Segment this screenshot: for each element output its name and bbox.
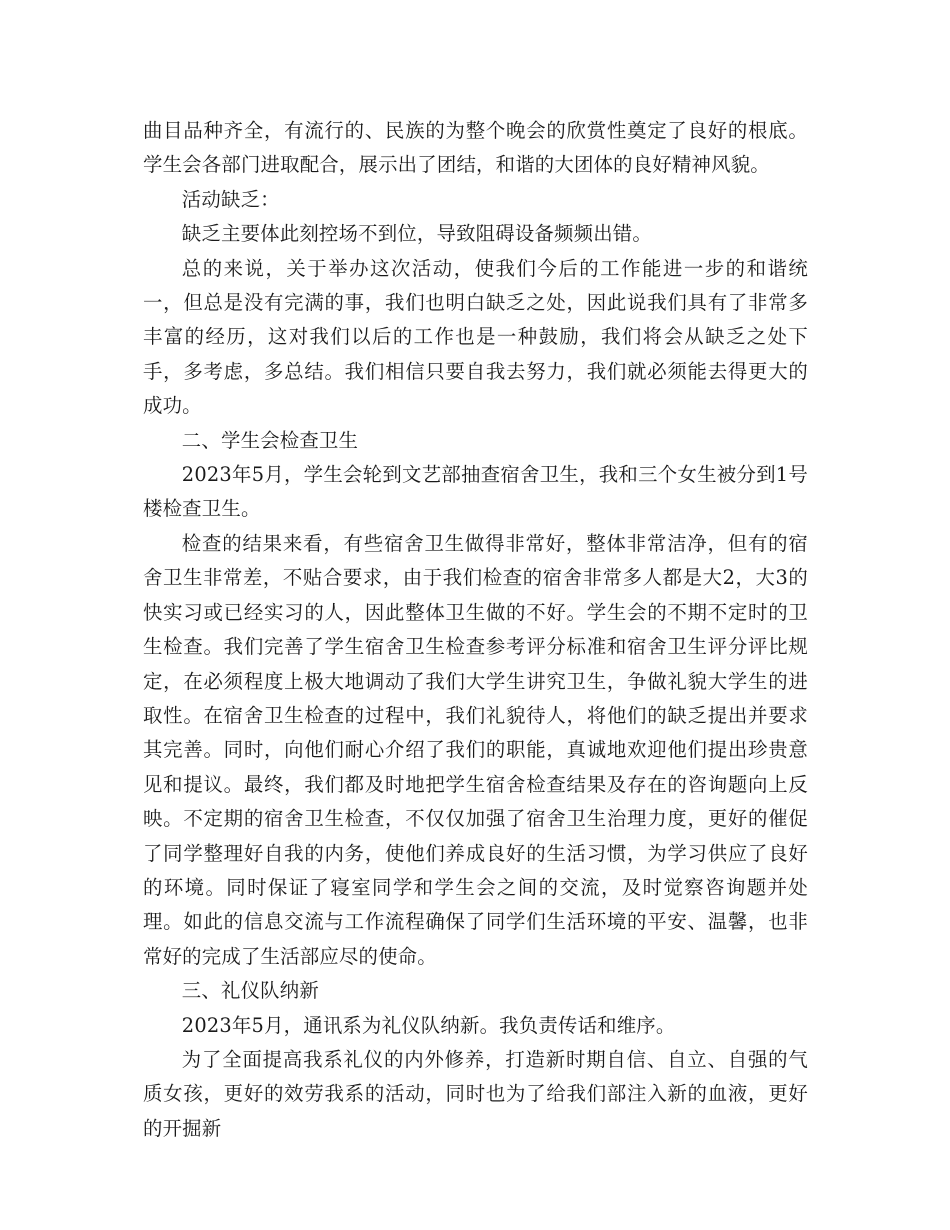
paragraph-summary: 总的来说，关于举办这次活动，使我们今后的工作能进一步的和谐统一，但总是没有完满的事，我们也明白缺乏之处，因此说我们具有了非常多丰富的经历，这对我们以后的工作也是一种鼓励，我们将会从缺乏之处下手，多考虑，多总结。我们相信只要自我去努力，我们就必须能去得更大的成功。 [143, 256, 808, 418]
paragraph-continuation: 曲目品种齐全，有流行的、民族的为整个晚会的欣赏性奠定了良好的根底。学生会各部门进取配合，展示出了团结，和谐的大团体的良好精神风貌。 [143, 119, 808, 177]
paragraph-shortcomings-heading: 活动缺乏： [181, 187, 280, 211]
paragraph-etiquette-purpose: 为了全面提高我系礼仪的内外修养，打造新时期自信、自立、自强的气质女孩，更好的效劳我系的活动，同时也为了给我们部注入新的血液，更好的开掘新 [143, 1047, 808, 1140]
paragraph-hygiene-intro: 2023年5月，学生会轮到文艺部抽查宿舍卫生，我和三个女生被分到1号楼检查卫生。 [143, 463, 808, 521]
paragraph-hygiene-results: 检查的结果来看，有些宿舍卫生做得非常好，整体非常洁净，但有的宿舍卫生非常差，不贴合要求，由于我们检查的宿舍非常多人都是大2，大3的快实习或已经实习的人，因此整体卫生做的不好。学生会的不期不定时的卫生检查。我们完善了学生宿舍卫生检查参考评分标准和宿舍卫生评分评比规定，在必须程度上极大地调动了我们大学生讲究卫生，争做礼貌大学生的进取性。在宿舍卫生检查的过程中，我们礼貌待人，将他们的缺乏提出并要求其完善。同时，向他们耐心介绍了我们的职能，真诚地欢迎他们提出珍贵意见和提议。最终，我们都及时地把学生宿舍检查结果及存在的咨询题向上反映。不定期的宿舍卫生检查，不仅仅加强了宿舍卫生治理力度，更好的催促了同学整理好自我的内务，使他们养成良好的生活习惯，为学习供应了良好的环境。同时保证了寝室同学和学生会之间的交流，及时觉察咨询题并处理。如此的信息交流与工作流程确保了同学们生活环境的平安、温馨，也非常好的完成了生活部应尽的使命。 [143, 531, 808, 968]
section-heading-etiquette-recruit: 三、礼仪队纳新 [181, 979, 319, 1003]
section-heading-hygiene-check: 二、学生会检查卫生 [181, 428, 359, 452]
paragraph-shortcomings: 缺乏主要体此刻控场不到位，导致阻碍设备频频出错。 [181, 222, 652, 246]
paragraph-etiquette-intro: 2023年5月，通讯系为礼仪队纳新。我负责传话和维序。 [181, 1013, 676, 1037]
document-body [143, 114, 808, 1146]
